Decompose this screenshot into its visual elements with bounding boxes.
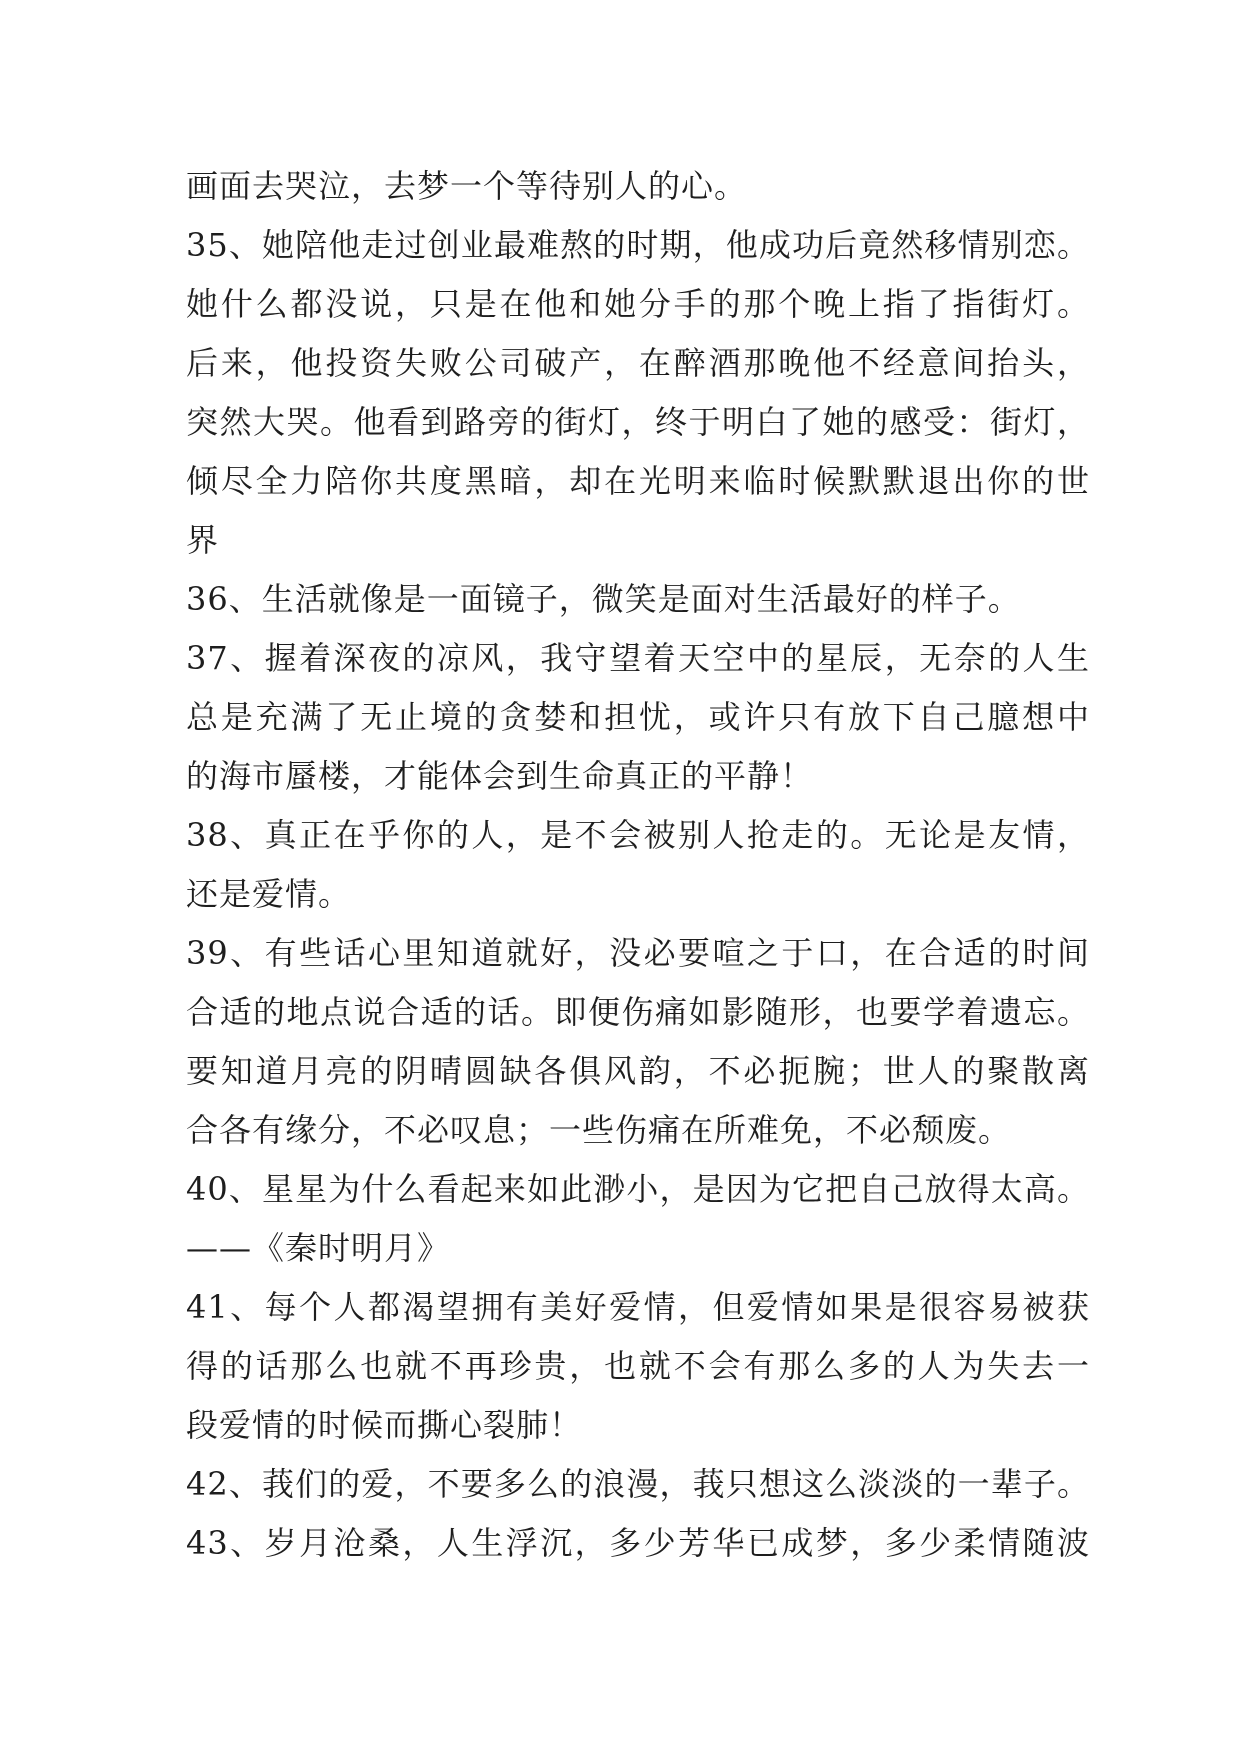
text-line: 得的话那么也就不再珍贵，也就不会有那么多的人为失去一 [186,1347,1090,1385]
text-line: 42、莪们的爱，不要多么的浪漫，莪只想这么淡淡的一辈子。 [186,1465,1090,1503]
text-line: 要知道月亮的阴晴圆缺各俱风韵，不必扼腕；世人的聚散离 [186,1052,1090,1090]
text-line: 43、岁月沧桑，人生浮沉，多少芳华已成梦，多少柔情随波 [186,1524,1090,1562]
text-line: 40、星星为什么看起来如此渺小，是因为它把自己放得太高。 [186,1170,1090,1208]
text-line: 37、握着深夜的凉风，我守望着天空中的星辰，无奈的人生 [186,639,1090,677]
text-line: 的海市蜃楼，才能体会到生命真正的平静！ [186,757,814,795]
text-line: 她什么都没说，只是在他和她分手的那个晚上指了指街灯。 [186,285,1090,323]
text-line: 倾尽全力陪你共度黑暗，却在光明来临时候默默退出你的世 [186,462,1090,500]
text-line: 35、她陪他走过创业最难熬的时期，他成功后竟然移情别恋。 [186,226,1090,264]
text-line: 总是充满了无止境的贪婪和担忧，或许只有放下自己臆想中 [186,698,1090,736]
text-line: 段爱情的时候而撕心裂肺！ [186,1406,583,1444]
text-line: 画面去哭泣，去梦一个等待别人的心。 [186,167,748,205]
text-line: 36、生活就像是一面镜子，微笑是面对生活最好的样子。 [186,580,1021,618]
text-line: 合适的地点说合适的话。即便伤痛如影随形，也要学着遗忘。 [186,993,1090,1031]
text-line: 合各有缘分，不必叹息；一些伤痛在所难免，不必颓废。 [186,1111,1012,1149]
text-line: 界 [186,521,220,559]
text-line: 41、每个人都渴望拥有美好爱情，但爱情如果是很容易被获 [186,1288,1090,1326]
text-line: 突然大哭。他看到路旁的街灯，终于明白了她的感受：街灯， [186,403,1090,441]
text-line: 38、真正在乎你的人，是不会被别人抢走的。无论是友情， [186,816,1090,854]
body-text [186,157,1090,1573]
text-line: 还是爱情。 [186,875,352,913]
text-line: 39、有些话心里知道就好，没必要喧之于口，在合适的时间 [186,934,1090,972]
text-line: 后来，他投资失败公司破产，在醉酒那晚他不经意间抬头， [186,344,1090,382]
text-line: ——《秦时明月》 [186,1229,451,1267]
